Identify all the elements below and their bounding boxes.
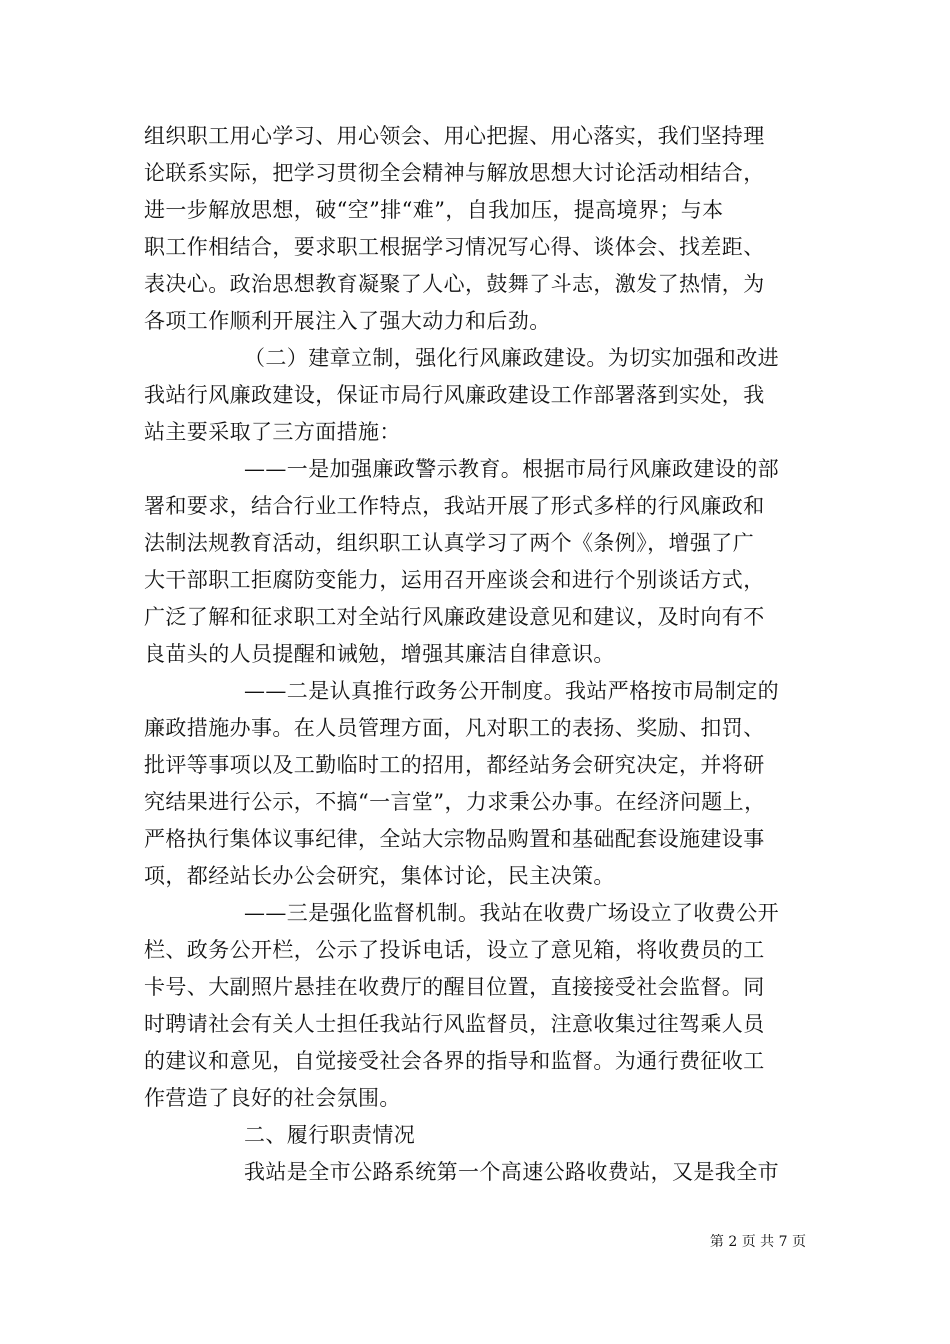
document-body xyxy=(144,118,806,1191)
text-line: 论联系实际，把学习贯彻全会精神与解放思想大讨论活动相结合， xyxy=(144,161,765,185)
text-line: 进一步解放思想，破“空”排“难”，自我加压，提高境界；与本 xyxy=(144,198,724,222)
text-line: 大干部职工拒腐防变能力，运用召开座谈会和进行个别谈话方式， xyxy=(144,568,765,592)
text-line: 栏、政务公开栏，公示了投诉电话，设立了意见箱，将收费员的工 xyxy=(144,938,765,962)
page-number-footer: 第 2 页 共 7 页 xyxy=(709,1234,806,1250)
text-line: 作营造了良好的社会氛围。 xyxy=(144,1086,401,1110)
text-line: 法制法规教育活动，组织职工认真学习了两个《条例》，增强了广 xyxy=(144,531,755,555)
text-line: 时聘请社会有关人士担任我站行风监督员，注意收集过往驾乘人员 xyxy=(144,1012,765,1036)
text-line: 署和要求，结合行业工作特点，我站开展了形式多样的行风廉政和 xyxy=(144,494,765,518)
measure-heading-line: ——二是认真推行政务公开制度。我站严格按市局制定的 xyxy=(244,679,779,703)
text-line: 项，都经站长办公会研究，集体讨论，民主决策。 xyxy=(144,864,615,888)
text-line: 究结果进行公示，不搞“一言堂”，力求秉公办事。在经济问题上， xyxy=(144,790,766,814)
text-line: 的建议和意见，自觉接受社会各界的指导和监督。为通行费征收工 xyxy=(144,1049,765,1073)
text-line: 我站行风廉政建设，保证市局行风廉政建设工作部署落到实处，我 xyxy=(144,383,765,407)
text-line: 卡号、大副照片悬挂在收费厅的醒目位置，直接接受社会监督。同 xyxy=(144,975,765,999)
text-line: 批评等事项以及工勤临时工的招用，都经站务会研究决定，并将研 xyxy=(144,753,765,777)
measure-heading-line: ——三是强化监督机制。我站在收费广场设立了收费公开 xyxy=(244,901,779,925)
text-line: 广泛了解和征求职工对全站行风廉政建设意见和建议，及时向有不 xyxy=(144,605,765,629)
text-line: 表决心。政治思想教育凝聚了人心，鼓舞了斗志，激发了热情，为 xyxy=(144,272,765,296)
text-line: 组织职工用心学习、用心领会、用心把握、用心落实，我们坚持理 xyxy=(144,124,765,148)
text-line: 良苗头的人员提醒和诫勉，增强其廉洁自律意识。 xyxy=(144,642,615,666)
text-line: 廉政措施办事。在人员管理方面，凡对职工的表扬、奖励、扣罚、 xyxy=(144,716,765,740)
section-heading-line: （二）建章立制，强化行风廉政建设。为切实加强和改进 xyxy=(244,346,779,370)
measure-heading-line: ——一是加强廉政警示教育。根据市局行风廉政建设的部 xyxy=(244,457,779,481)
text-line: 严格执行集体议事纪律，全站大宗物品购置和基础配套设施建设事 xyxy=(144,827,765,851)
text-line: 各项工作顺利开展注入了强大动力和后劲。 xyxy=(144,309,551,333)
text-line: 职工作相结合，要求职工根据学习情况写心得、谈体会、找差距、 xyxy=(144,235,765,259)
section-heading-line: 二、履行职责情况 xyxy=(244,1123,416,1147)
text-line: 站主要采取了三方面措施： xyxy=(144,420,401,444)
text-line: 我站是全市公路系统第一个高速公路收费站，又是我全市 xyxy=(244,1160,779,1184)
